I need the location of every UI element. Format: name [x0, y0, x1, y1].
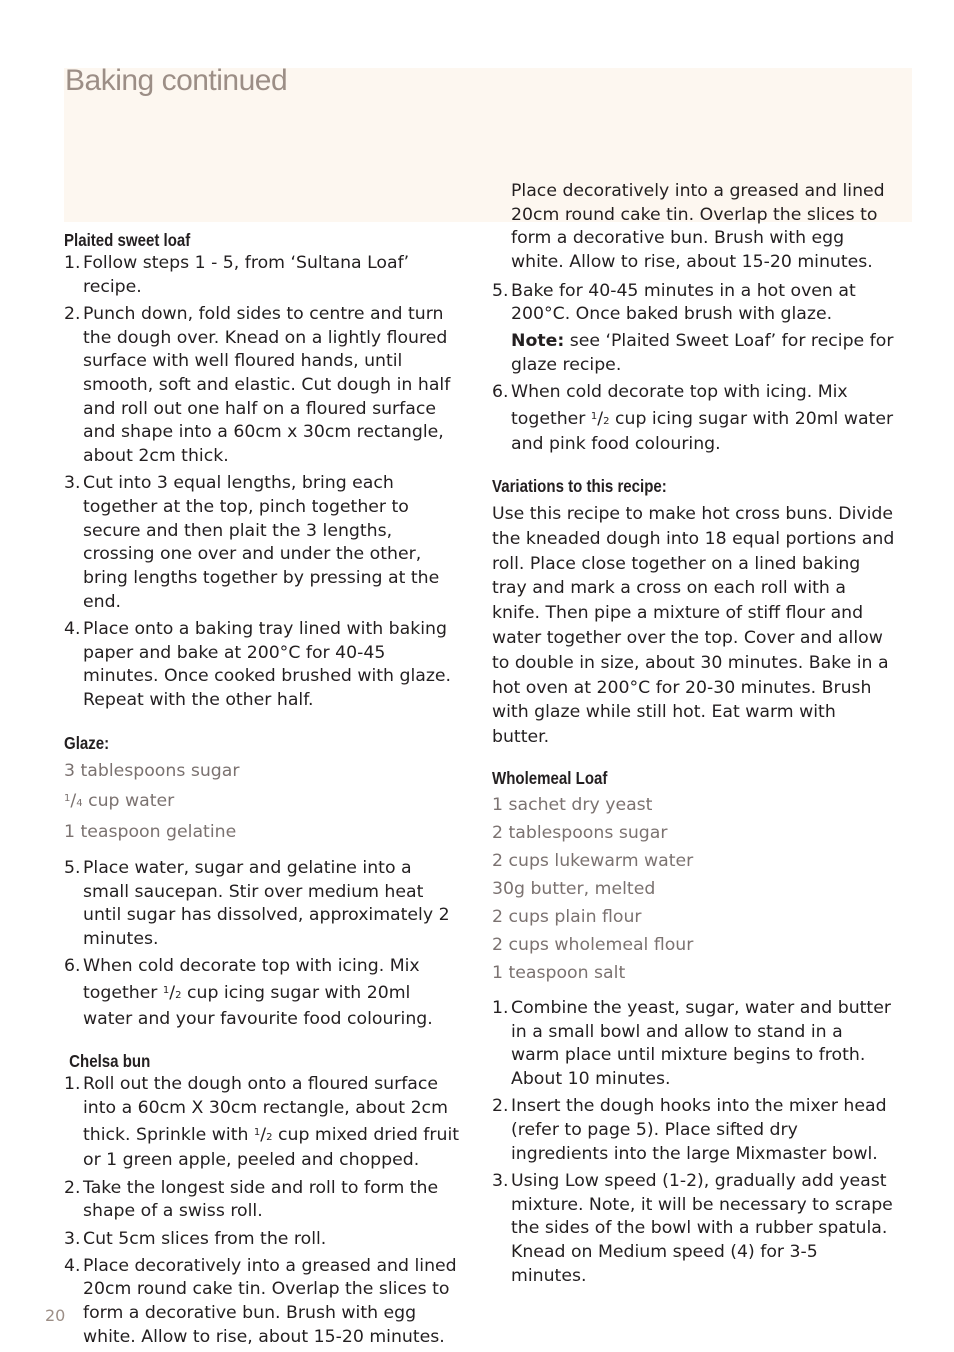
- right-column: [492, 181, 896, 1292]
- list-item: [64, 1255, 462, 1347]
- fraction-slash: /: [597, 408, 604, 429]
- step-text: [83, 1073, 462, 1173]
- fraction-denominator: 2: [603, 415, 610, 427]
- step-text-part: cup mixed dried fruit or 1 green apple, peeled and chopped.: [83, 1124, 460, 1171]
- list-item: [64, 252, 462, 299]
- list-item: [64, 618, 462, 713]
- fraction-denominator: 4: [76, 797, 83, 809]
- fraction-numerator: 1: [253, 1126, 261, 1138]
- step-text: Place decoratively into a greased and lined 20cm round cake tin. Overlap the slices to form a decorative bun. Brush with egg white. Allow to rise, about 15-20 minutes.: [511, 181, 885, 273]
- list-item: [492, 280, 896, 378]
- step-text: Place decoratively into a greased and lined 20cm round cake tin. Overlap the slices to form a decorative bun. Brush with egg white. Allow to rise, about 15-20 minutes.: [83, 1255, 457, 1347]
- ingredient: 2 cups lukewarm water: [492, 850, 694, 871]
- note-text: see ‘Plaited Sweet Loaf’ for recipe for glaze recipe.: [511, 330, 894, 375]
- step-text-part: Roll out the dough onto a floured surface into a 60cm X 30cm rectangle, about 2cm thick. Sprinkle with: [83, 1074, 448, 1145]
- step-text-part: When cold decorate top with icing. Mix together: [83, 956, 420, 1003]
- step-number: 1.: [492, 997, 509, 1018]
- step-number: 1.: [64, 253, 81, 273]
- step-number: 4.: [64, 619, 81, 640]
- list-item: [64, 1228, 462, 1252]
- wholemeal-ingredients: [492, 791, 896, 987]
- step-text: Combine the yeast, sugar, water and butter in a small bowl and allow to stand in a warm place until mixture begins to froth. About 10 minutes.: [511, 997, 891, 1089]
- step-number: 6.: [64, 956, 81, 977]
- fraction-slash: /: [260, 1124, 267, 1145]
- list-item: [64, 1073, 462, 1173]
- chelsa-heading: Chelsa bun: [69, 1051, 151, 1072]
- step-number: 2.: [64, 303, 81, 324]
- wholemeal-steps: [492, 997, 896, 1288]
- ingredient: 1 sachet dry yeast: [492, 794, 653, 815]
- plaited-steps: [64, 252, 462, 713]
- step-text: Insert the dough hooks into the mixer head (refer to page 5). Place sifted dry ingredients into the large Mixmaster bowl.: [511, 1096, 887, 1164]
- step-number: 3.: [64, 1228, 81, 1249]
- step-text: Punch down, fold sides to centre and turn the dough over. Knead on a lightly floured surface with well floured hands, until smooth, soft and elastic. Cut dough in half and roll out one half on a floured surface and shape into a 60cm x 30cm rectangle, about 2cm thick.: [83, 303, 451, 467]
- continuation-clip: [511, 181, 896, 276]
- list-item: [64, 857, 462, 952]
- page-number: 20: [45, 1306, 66, 1325]
- note: [511, 330, 896, 377]
- fraction-numerator: 1: [162, 984, 170, 996]
- variations-text: Use this recipe to make hot cross buns. Divide the kneaded dough into 18 equal portions and roll. Place close together on a lined baking tray and mark a cross on each roll with a knife. Then pipe a mixture of stiff flour and water together over the top. Cover and allow to double in size, about 30 minutes. Bake in a hot oven at 200°C for 20-30 minutes. Brush with glaze while still hot. Eat warm with butter.: [492, 503, 895, 748]
- step-text: [83, 955, 462, 1031]
- glaze-ingredients: [64, 757, 462, 846]
- fraction-slash: /: [169, 982, 176, 1003]
- step-text: Cut into 3 equal lengths, bring each together at the top, pinch together to secure and then plait the 3 lengths, crossing one over and under the other, bring lengths together by pressing at the end.: [83, 473, 440, 612]
- fraction-slash: /: [70, 790, 77, 811]
- fraction-denominator: 2: [175, 989, 182, 1001]
- list-item: [64, 303, 462, 469]
- step-text: Follow steps 1 - 5, from ‘Sultana Loaf’ recipe.: [83, 253, 410, 297]
- step-text: Place water, sugar and gelatine into a small saucepan. Stir over medium heat until sugar has dissolved, approximately 2 minutes.: [83, 857, 450, 949]
- wholemeal-heading: Wholemeal Loaf: [492, 767, 608, 788]
- fraction-numerator: 1: [590, 410, 598, 422]
- step-text-part: Bake for 40-45 minutes in a hot oven at 200°C. Once baked brush with glaze.: [511, 280, 856, 325]
- ingredient: 2 cups plain flour: [492, 906, 642, 927]
- ingredient: [64, 785, 462, 818]
- step-text-part: When cold decorate top with icing. Mix together: [511, 381, 848, 429]
- plaited-heading: Plaited sweet loaf: [64, 230, 191, 250]
- ingredient: 2 cups wholemeal flour: [492, 934, 694, 955]
- step-number: 2.: [64, 1177, 81, 1198]
- chelsa-steps-left: [64, 1073, 462, 1347]
- step-number: 3.: [492, 1170, 509, 1191]
- list-item: [492, 1170, 896, 1289]
- ingredient: 3 tablespoons sugar: [64, 760, 240, 781]
- ingredient: 2 tablespoons sugar: [492, 822, 668, 843]
- step-number: 1.: [64, 1074, 81, 1095]
- step-number: 6.: [492, 381, 509, 402]
- ingredient-text: cup water: [82, 790, 175, 811]
- step-text-part: cup icing sugar with 20ml water and your favourite food colouring.: [83, 982, 433, 1029]
- note-label: Note:: [511, 330, 565, 351]
- fraction-numerator: 1: [64, 792, 71, 804]
- ingredient: 1 teaspoon gelatine: [64, 821, 237, 842]
- ingredient: 1 teaspoon salt: [492, 962, 626, 983]
- step-number: 5.: [492, 280, 509, 301]
- step-text: Cut 5cm slices from the roll.: [83, 1228, 327, 1249]
- variations-heading: Variations to this recipe:: [492, 475, 667, 496]
- step-number: 2.: [492, 1096, 509, 1117]
- step-text: [511, 381, 896, 457]
- list-item: [64, 472, 462, 614]
- list-item: [492, 1095, 896, 1166]
- step-number: 4.: [64, 1255, 81, 1276]
- fraction-denominator: 2: [266, 1131, 273, 1143]
- ingredient: 30g butter, melted: [492, 878, 656, 899]
- step-text: [511, 280, 896, 378]
- step-text: Place onto a baking tray lined with baking paper and bake at 200°C for 40-45 minutes. Once cooked brushed with glaze. Repeat with the other half.: [83, 619, 452, 711]
- step-text-part: cup icing sugar with 20ml water and pink food colouring.: [511, 408, 894, 455]
- list-item: [64, 1177, 462, 1224]
- left-column: [64, 228, 462, 1347]
- page-title: Baking continued: [65, 64, 288, 97]
- list-item: [64, 955, 462, 1031]
- glaze-steps: [64, 857, 462, 1031]
- step-text: Using Low speed (1-2), gradually add yeast mixture. Note, it will be necessary to scrape the sides of the bowl with a rubber spatula. Knead on Medium speed (4) for 3-5 minutes.: [511, 1170, 893, 1286]
- step-number: 3.: [64, 473, 81, 494]
- chelsa-steps-right: [492, 280, 896, 457]
- list-item: [492, 997, 896, 1092]
- step-text: Take the longest side and roll to form the shape of a swiss roll.: [83, 1177, 439, 1222]
- step-number-spacer: [492, 228, 511, 276]
- glaze-heading: Glaze:: [64, 732, 110, 753]
- chelsa-step-continued: [492, 181, 896, 276]
- step-number: 5.: [64, 857, 81, 878]
- list-item: [492, 381, 896, 457]
